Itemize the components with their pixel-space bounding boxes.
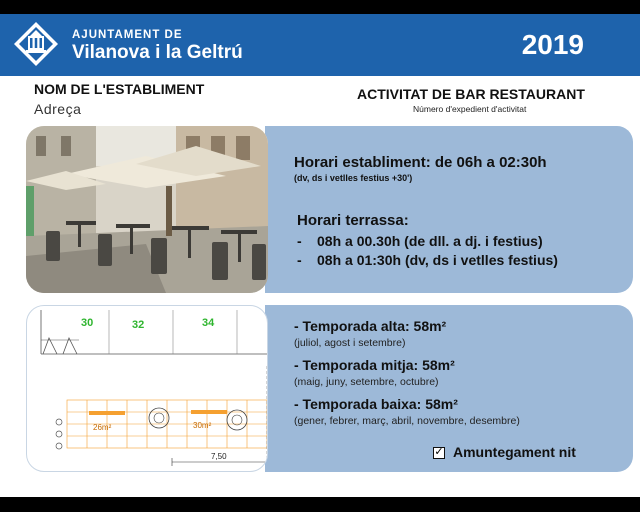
night-stack-checkbox[interactable]: [433, 447, 445, 459]
season-mid: - Temporada mitja: 58m²: [294, 357, 455, 373]
expedient-number: Número d'expedient d'activitat: [413, 104, 527, 114]
terrace-hours-line: - 08h a 00.30h (de dll. a dj. i festius): [297, 233, 543, 249]
terrace-hours-title: Horari terrassa:: [297, 212, 409, 229]
terrace-hours-weekend: 08h a 01:30h (dv, ds i vetlles festius): [317, 252, 558, 268]
brand-title: Vilanova i la Geltrú: [72, 42, 243, 63]
terrace-photo: [26, 126, 268, 293]
plan-area-left: 26m²: [93, 423, 112, 432]
establishment-hours-note: (dv, ds i vetlles festius +30'): [294, 173, 413, 183]
checkmark-icon: ✓: [434, 446, 444, 458]
season-mid-months: (maig, juny, setembre, octubre): [294, 376, 439, 388]
plan-number-34: 34: [202, 317, 215, 329]
night-stack-label: Amuntegament nit: [453, 444, 576, 460]
floor-plan-drawing: [27, 306, 268, 472]
establishment-address: Adreça: [34, 101, 82, 117]
top-black-bar: [0, 0, 640, 14]
terrace-photo-illustration: [26, 126, 268, 293]
plan-number-30: 30: [81, 317, 94, 329]
city-logo-icon: [12, 20, 60, 68]
plan-dimension: 7,50: [211, 452, 227, 461]
terrace-hours-weekday: 08h a 00.30h (de dll. a dj. i festius): [317, 233, 543, 249]
brand-subtitle: AJUNTAMENT DE: [72, 29, 183, 41]
season-high-months: (juliol, agost i setembre): [294, 337, 406, 349]
terrace-floor-plan: [26, 305, 268, 472]
establishment-hours: Horari establiment: de 06h a 02:30h: [294, 154, 547, 171]
season-high: - Temporada alta: 58m²: [294, 318, 447, 334]
activity-title: ACTIVITAT DE BAR RESTAURANT: [357, 86, 585, 102]
plan-number-32: 32: [132, 319, 145, 331]
plan-area-right: 30m²: [193, 421, 212, 430]
bottom-black-bar: [0, 497, 640, 512]
header-banner: [0, 14, 640, 76]
year-label: 2019: [521, 29, 584, 60]
season-low-months: (gener, febrer, març, abril, novembre, desembre): [294, 415, 520, 427]
establishment-name: NOM DE L'ESTABLIMENT: [34, 81, 205, 97]
terrace-hours-line: - 08h a 01:30h (dv, ds i vetlles festius): [297, 252, 558, 268]
season-low: - Temporada baixa: 58m²: [294, 396, 458, 412]
